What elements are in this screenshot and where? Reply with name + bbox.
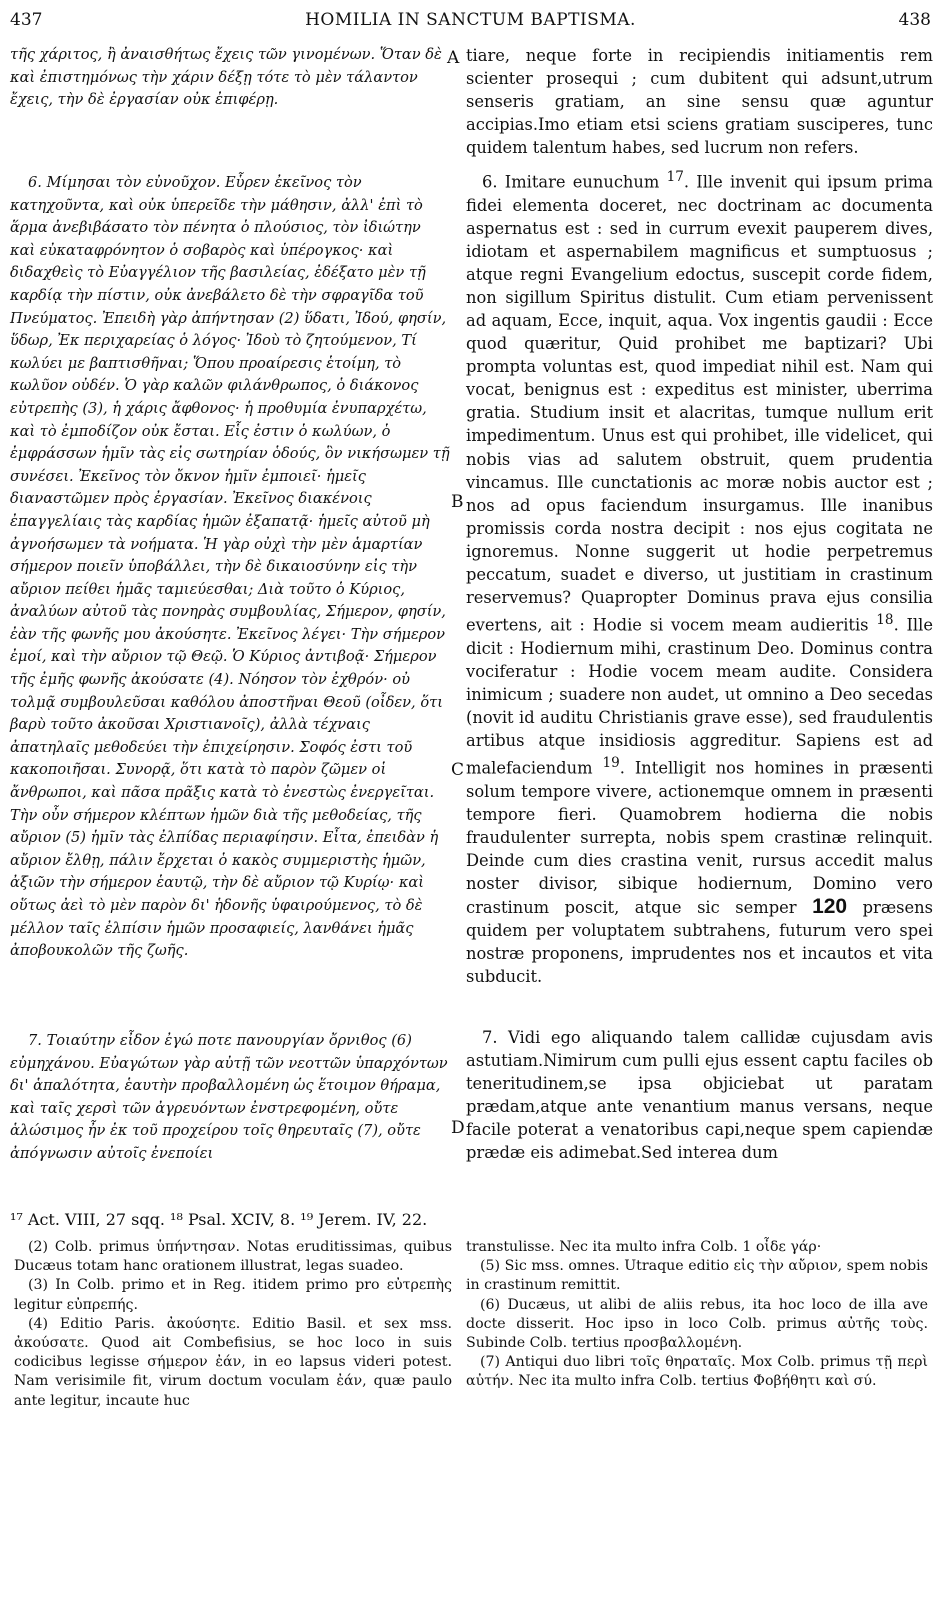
column-number-120: 120 — [812, 895, 848, 919]
footnote-2: (2) Colb. primus ὑπήντησαν. Notas eruditissimas, quibus Ducæus totam hanc orationem illustrat, legas suadeo. — [14, 1239, 452, 1275]
greek-paragraph-3: 7. Τοιαύτην εἶδον ἐγώ ποτε πανουργίαν ὄρνιθος (6) εὐμηχάνου. Εὐαγώτων γὰρ αὐτῇ τῶν νεοττῶν ὑπαρχόντων δι' ἁπαλότητα, ἑαυτὴν προβαλλομένη ὡς ἕτοιμον θήραμα, καὶ ταῖς χερσὶ τῶν ἀγρευόντων ἐνστρεφομένη, οὔτε ἁλώσιμος ἦν ἐκ τοῦ προχείρου τοῖς θηρευταῖς (7), οὔτε ἀπόγνωσιν αὐτοῖς ἐνεποίει — [10, 1032, 448, 1162]
footnote-6: (6) Ducæus, ut alibi de aliis rebus, ita hoc loco de illa ave docte disserit. Hoc ipso in loco Colb. primus αὐτῆς τοὺς. Subinde Colb. tertius προσβαλλομένη. — [466, 1296, 928, 1352]
footnote-ref-18: 18 — [876, 612, 894, 629]
running-title: HOMILIA IN SANCTUM BAPTISMA. — [305, 10, 636, 30]
footnote-4: (4) Editio Paris. ἀκούσητε. Editio Basil. et sex mss. ἀκούσατε. Quod ait Combefisius, se hoc loco in suis codicibus legisse σήμερον ἐάν, in eo lapsus videri potest. Nam verisimile fit, virum doctum voculam ἐάν, quæ paulo ante legitur, incaute huc — [14, 1315, 452, 1409]
footnote-7: (7) Antiqui duo libri τοῖς θηραταῖς. Mox Colb. primus τῇ περὶ αὐτήν. Nec ita multo infra Colb. tertius Φοβήθητι καὶ σύ. — [466, 1354, 928, 1390]
margin-letter-b: B — [451, 492, 464, 512]
latin-paragraph-2-text: . Ille invenit qui ipsum prima fidei elementa doceret, nec doctrinam ac documenta aspernatus est : sed in currum evexit pauperem dives, idiotam et aspernabilem magnificus et sumptuosus ; atque regni Evangelium edoctus, suscepit corde fidem, non sigillum Spiritus distulit. Cum etiam pervenissent ad aquam, Ecce, inquit, aqua. Vox ingentis gaudii : Ecce quod quæritur, Quid prohibet me baptizari? Ubi prompta voluntas est, quod impediat nihil est. Nam qui vocat, benignus est : expeditus est minister, uberrima gratia. Studium insit et alacritas, tumque nullum erit impedimentum. Unus est qui prohibet, ille videlicet, qui nobis vias ad salutem obstruit, quem prudentia vincamus. Ille cunctationis ac moræ nobis auctor est ; nos ad opus faciendum insurgamus. Ille inanibus promissis corda nostra decipit : nos ejus cogitata ne ignoremus. Nonne suggerit ut hodie perpetremus peccatum, suadet e diverso, ut justitiam in crastinum reservemus? Quapropter Dominus prava ejus consilia evertens, ait : Hodie si vocem meam audieritis — [466, 172, 933, 635]
greek-paragraph-1: τῆς χάριτος, ἢ ἀναισθήτως ἔχεις τῶν γινομένων. Ὅταν δὲ καὶ ἐπιστημόνως τὴν χάριν δέξῃ τότε τὸ μὲν τάλαντον ἔχεις, τὴν δὲ ἐργασίαν οὐκ ἐπιφέρῃ. — [10, 46, 442, 109]
latin-paragraph-2-text-3: . Intelligit nos homines in præsenti solum tempore vivere, actionemque omnem in præsenti tempore fieri. Quamobrem hodierna die nobis fraudulenter surrepta, nobis spem crastinæ relinquit. Deinde cum dies crastina venit, rursus accedit malus noster divisor, sibique hodiernum, Domino vero crastinum poscit, atque sic semper — [466, 758, 933, 918]
latin-paragraph-2 — [466, 166, 933, 989]
footnote-5: (5) Sic mss. omnes. Utraque editio εἰς τὴν αὔριον, spem nobis in crastinum remittit. — [466, 1258, 928, 1294]
footnotes-left — [14, 1238, 452, 1411]
footnote-4-continued: transtulisse. Nec ita multo infra Colb. 1 οἶδε γάρ· — [466, 1239, 822, 1255]
latin-paragraph-2-text-4: præsens quidem per voluptatem subtrahens, futurum vero spei nostræ proponens, imprudentes nos et incautos et vita subducit. — [466, 898, 933, 987]
latin-paragraph-2-start: 6. Imitare eunuchum — [482, 172, 660, 192]
margin-letter-d: D — [451, 1118, 465, 1138]
latin-paragraph-3: 7. Vidi ego aliquando talem callidæ cujusdam avis astutiam.Nimirum cum pulli ejus essent captu faciles ob teneritudinem,se ipsa objiciebat ut paratam prædam,atque ante venantium manus versans, neque facile poterat a venatoribus capi,neque spem capiendæ prædæ eis adimebat.Sed interea dum — [466, 1028, 933, 1163]
footnote-3: (3) In Colb. primo et in Reg. itidem primo pro εὐτρεπὴς legitur εὐπρεπής. — [14, 1277, 452, 1313]
margin-letter-a: A — [447, 48, 460, 68]
bible-references: ¹⁷ Act. VIII, 27 sqq. ¹⁸ Psal. XCIV, 8. ¹⁹ Jerem. IV, 22. — [10, 1210, 428, 1229]
page-number-left: 437 — [10, 10, 43, 30]
footnote-ref-17: 17 — [666, 169, 684, 185]
page-header — [10, 10, 931, 38]
footnotes-right — [466, 1238, 928, 1392]
latin-paragraph-1: tiare, neque forte in recipiendis initiamentis rem scienter prosequi ; cum dubitent qui adsunt,utrum senseris gratiam, an sine sensu quæ aguntur accipias.Imo etiam etsi sciens gratiam susciperes, tunc quidem talentum habes, sed lucrum non refers. — [466, 46, 933, 158]
page-number-right: 438 — [898, 10, 931, 30]
margin-letter-c: C — [451, 760, 465, 780]
footnote-ref-19: 19 — [602, 755, 620, 772]
latin-paragraph-2-text-2: . Ille dicit : Hodiernum mihi, crastinum Deo. Dominus contra vociferatur : Hodie vocem meam audite. Considera inimicum ; suadere non audet, ut omnino a Deo secedas (novit id auditu Christianis grave esse), sed fraudulentis artibus atque insidiosis aggreditur. Sapiens est ad malefaciendum — [466, 615, 933, 778]
greek-paragraph-2: 6. Μίμησαι τὸν εὐνοῦχον. Εὗρεν ἐκεῖνος τὸν κατηχοῦντα, καὶ οὐκ ὑπερεῖδε τὴν μάθησιν, ἀλλ' ἐπὶ τὸ ἅρμα ἀνεβιβάσατο τὸν πένητα ὁ πλούσιος, τὸν ἰδιώτην καὶ εὐκαταφρόνητον ὁ σοβαρὸς καὶ ὑπέρογκος· καὶ διδαχθεὶς τὸ Εὐαγγέλιον τῆς βασιλείας, ἐδέξατο μὲν τῇ καρδίᾳ τὴν πίστιν, οὐκ ἀνεβάλετο δὲ τὴν σφραγῖδα τοῦ Πνεύματος. Ἐπειδὴ γὰρ ἀπήντησαν (2) ὕδατι, Ἰδού, φησίν, ὕδωρ, Ἐκ περιχαρείας ὁ λόγος· Ἰδοὺ τὸ ζητούμενον, Τί κωλύει με βαπτισθῆναι; Ὅπου προαίρεσις ἑτοίμη, τὸ κωλῦον οὐδέν. Ὁ γὰρ καλῶν φιλάνθρωπος, ὁ διάκονος εὐτρεπὴς (3), ἡ χάρις ἄφθονος· ἡ προθυμία ἐνυπαρχέτω, καὶ τὸ ἐμποδίζον οὐκ ἔσται. Εἷς ἐστιν ὁ κωλύων, ὁ ἐμφράσσων ἡμῖν τὰς εἰς σωτηρίαν ὁδούς, ὃν νικήσωμεν τῇ συνέσει. Ἐκεῖνος τὸν ὄκνον ἡμῖν ἐμποιεῖ· ἡμεῖς διαναστῶμεν πρὸς ἐργασίαν. Ἐκεῖνος διακένοις ἐπαγγελίαις τὰς καρδίας ἡμῶν ἐξαπατᾷ· ἡμεῖς αὐτοῦ μὴ ἀγνοήσωμεν τὰ νοήματα. Ἡ γὰρ οὐχὶ τὴν μὲν ἁμαρτίαν σήμερον ποιεῖν ὑποβάλλει, τὴν δὲ δικαιοσύνην εἰς τὴν αὔριον πείθει ἡμᾶς ταμιεύεσθαι; Διὰ τοῦτο ὁ Κύριος, ἀναλύων αὐτοῦ τὰς πονηρὰς συμβουλίας, Σήμερον, φησίν, ἐὰν τῆς φωνῆς μου ἀκούσητε. Ἐκεῖνος λέγει· Τὴν σήμερον ἐμοί, καὶ τὴν αὔριον τῷ Θεῷ. Ὁ Κύριος ἀντιβοᾷ· Σήμερον τῆς ἐμῆς φωνῆς ἀκούσατε (4). Νόησον τὸν ἐχθρόν· οὐ τολμᾷ συμβουλεῦσαι καθόλου ἀποστῆναι Θεοῦ (οἶδεν, ὅτι βαρὺ τοῦτο ἀκοῦσαι Χριστιανοῖς), ἀλλὰ τέχναις ἀπατηλαῖς μεθοδεύει τὴν ἐπιχείρησιν. Σοφός ἐστι τοῦ κακοποιῆσαι. Συνορᾷ, ὅτι κατὰ τὸ παρὸν ζῶμεν οἱ ἄνθρωποι, καὶ πᾶσα πρᾶξις κατὰ τὸ ἐνεστὼς ἐνεργεῖται. Τὴν οὖν σήμερον κλέπτων ἡμῶν διὰ τῆς μεθοδείας, τῆς αὔριον (5) ἡμῖν τὰς ἐλπίδας περιαφίησιν. Εἶτα, ἐπειδὰν ἡ αὔριον ἔλθῃ, πάλιν ἔρχεται ὁ κακὸς συμμεριστὴς ἡμῶν, ἀξιῶν τὴν σήμερον ἑαυτῷ, τὴν δὲ αὔριον τῷ Κυρίῳ· καὶ οὕτως ἀεὶ τὸ μὲν παρὸν δι' ἡδονῆς ὑφαιρούμενος, τὸ δὲ μέλλον ταῖς ἐλπίσιν ἡμῶν προσαφιείς, λανθάνει ἡμᾶς ἀποβουκολῶν τῆς ζωῆς. — [10, 174, 450, 960]
